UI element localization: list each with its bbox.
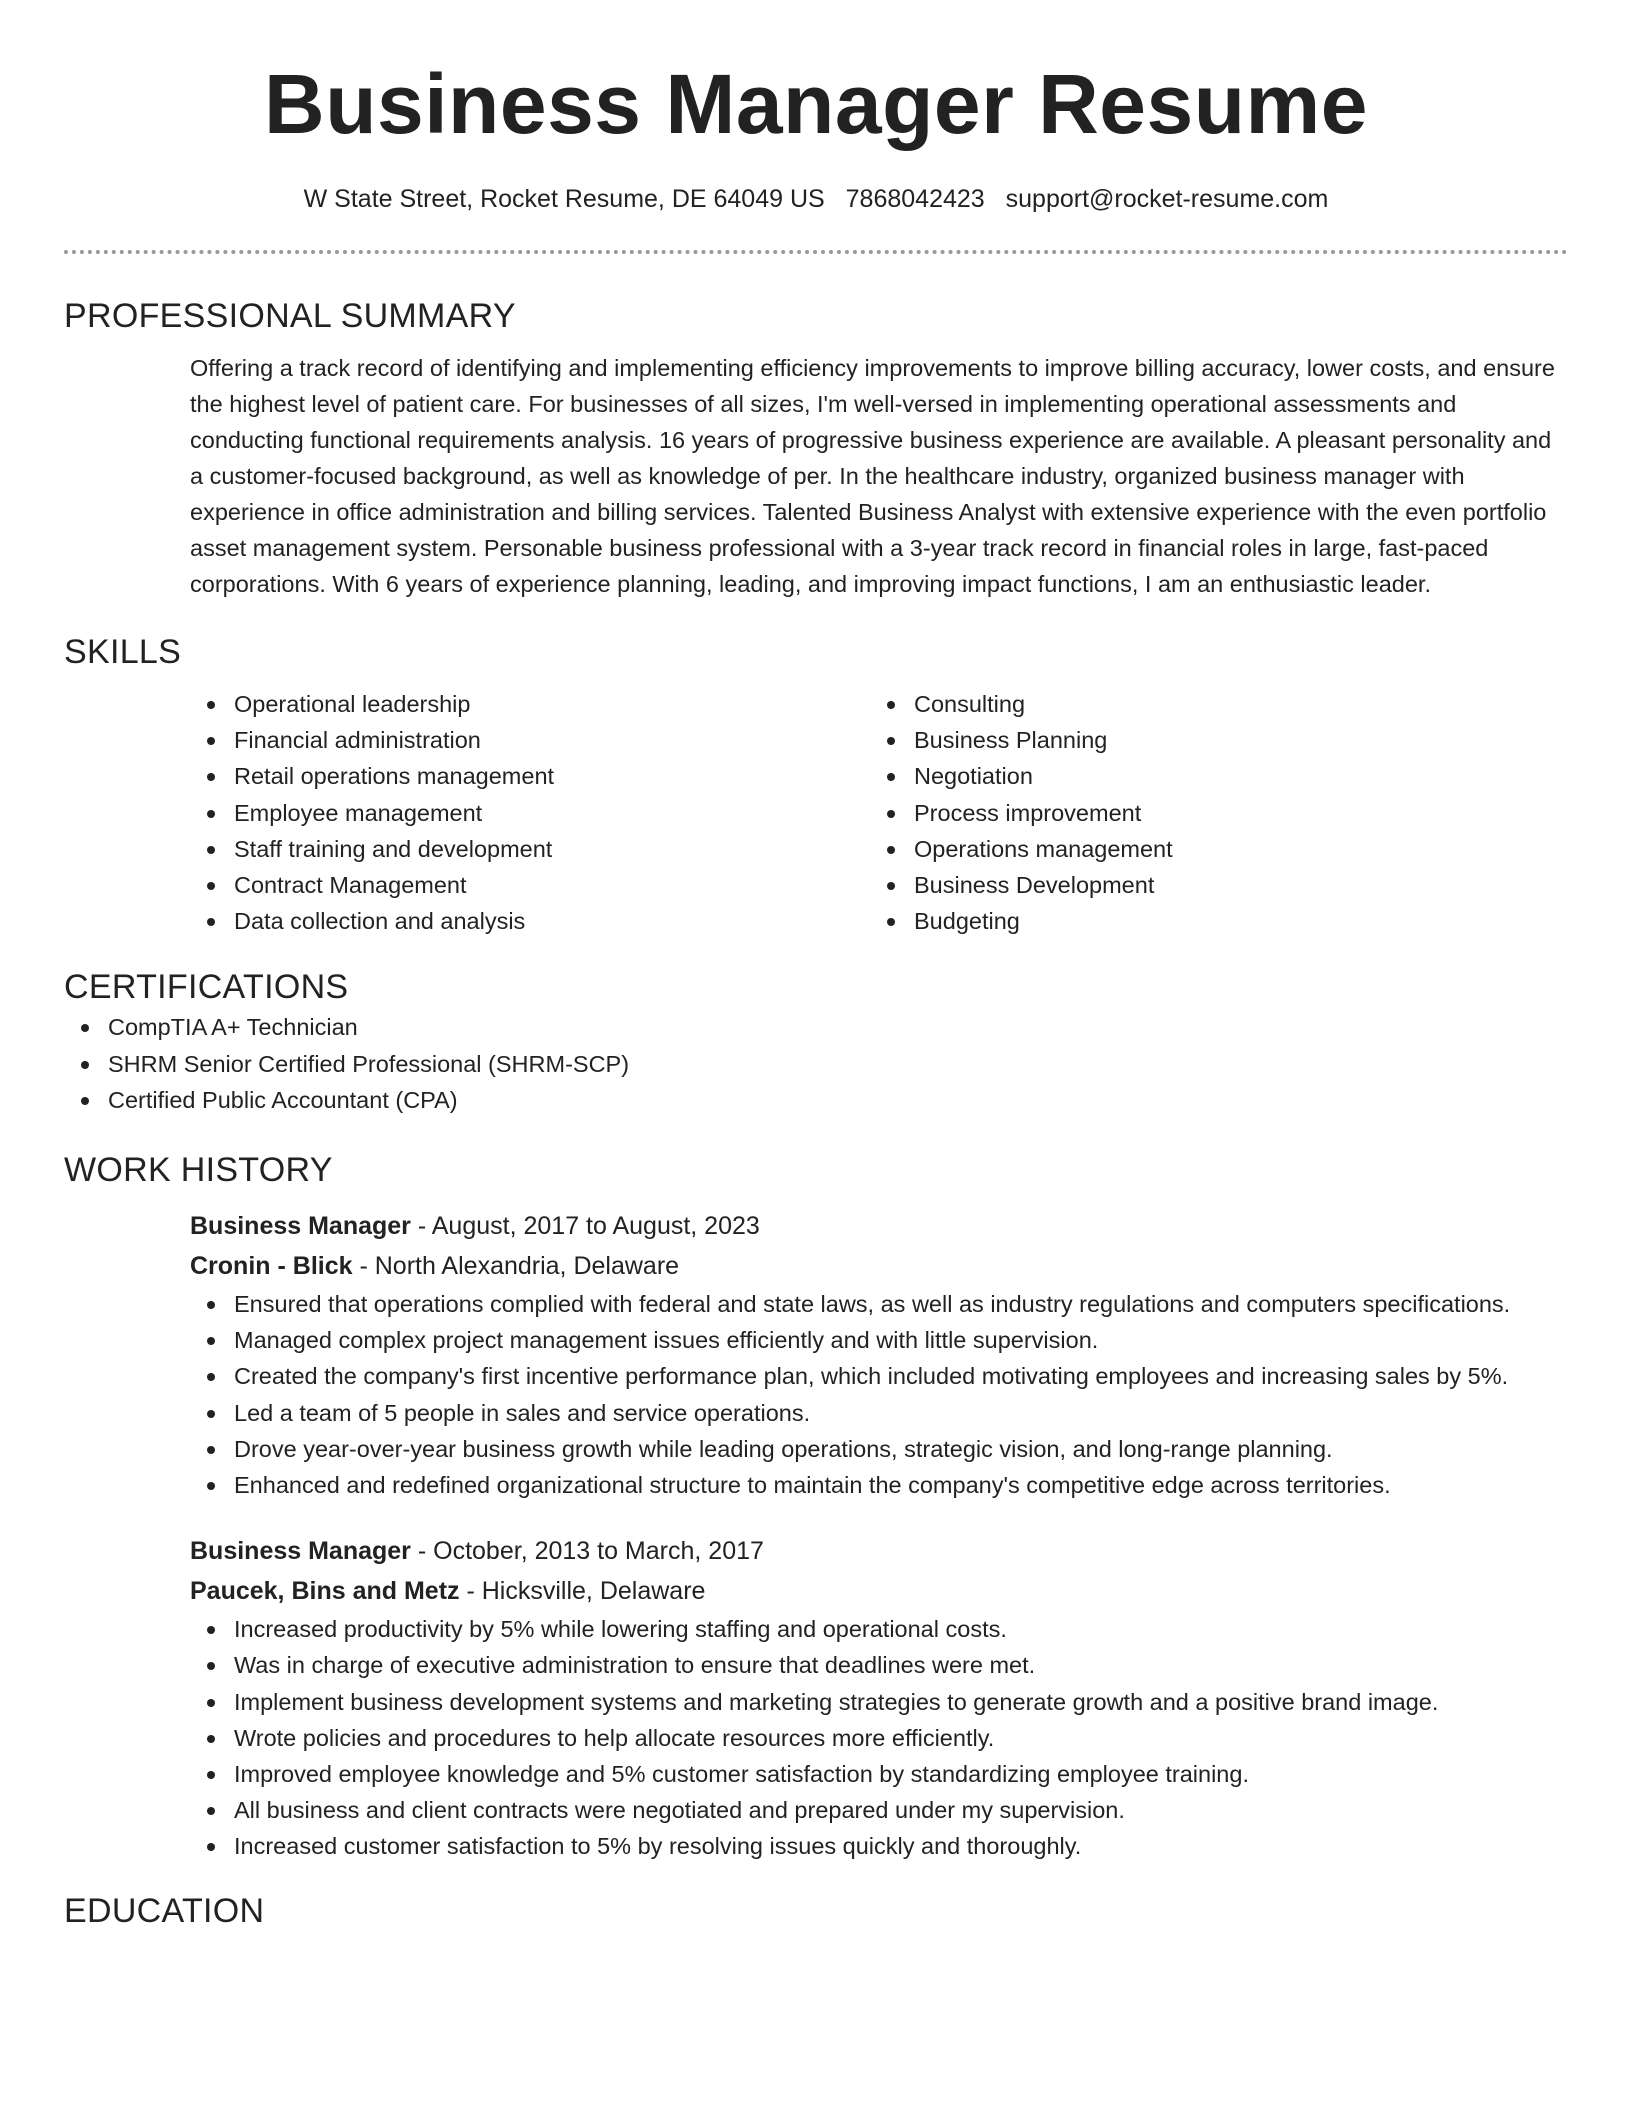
skills-heading: SKILLS: [64, 633, 182, 671]
job-bullet: Increased productivity by 5% while lowering staffing and operational costs.: [190, 1611, 1568, 1647]
certifications-section: [64, 965, 1568, 1118]
job-bullet: Ensured that operations complied with federal and state laws, as well as industry regulations and computers specifications.: [190, 1286, 1568, 1322]
contact-address: W State Street, Rocket Resume, DE 64049 US: [303, 185, 825, 213]
skill-item: Process improvement: [870, 795, 1550, 831]
skill-item: Negotiation: [870, 758, 1550, 794]
skill-item: Operations management: [870, 831, 1550, 867]
header-divider: [64, 250, 1568, 254]
job-bullet: Wrote policies and procedures to help allocate resources more efficiently.: [190, 1720, 1568, 1756]
job-bullets: [190, 1611, 1568, 1864]
skill-item: Retail operations management: [190, 758, 870, 794]
certifications-heading: CERTIFICATIONS: [64, 968, 349, 1007]
job-entry: [190, 1531, 1568, 1864]
job-location: - North Alexandria, Delaware: [352, 1252, 680, 1281]
job-bullet: Created the company's first incentive performance plan, which included motivating employees and increasing sales by 5%.: [190, 1358, 1568, 1394]
resume-page: [64, 0, 1568, 1933]
job-bullet: Managed complex project management issues efficiently and with little supervision.: [190, 1322, 1568, 1358]
job-dates: - August, 2017 to August, 2023: [410, 1212, 760, 1241]
job-company: Cronin - Blick: [190, 1252, 353, 1281]
summary-section: [64, 294, 1568, 602]
job-title-line: [190, 1206, 1568, 1246]
certification-item: CompTIA A+ Technician: [64, 1009, 1568, 1045]
job-bullet: Drove year-over-year business growth while leading operations, strategic vision, and long-range planning.: [190, 1431, 1568, 1467]
summary-heading: PROFESSIONAL SUMMARY: [64, 297, 516, 335]
job-bullet: Improved employee knowledge and 5% customer satisfaction by standardizing employee training.: [190, 1756, 1568, 1792]
job-bullet: Led a team of 5 people in sales and service operations.: [190, 1395, 1568, 1431]
job-bullet: Enhanced and redefined organizational structure to maintain the company's competitive edge across territories.: [190, 1467, 1568, 1503]
education-heading: EDUCATION: [64, 1891, 265, 1930]
skill-item: Budgeting: [870, 903, 1550, 939]
skill-item: Data collection and analysis: [190, 903, 870, 939]
job-title: Business Manager: [190, 1212, 411, 1241]
skills-list-left: [190, 686, 870, 939]
job-bullets: [190, 1286, 1568, 1503]
skill-item: Business Development: [870, 867, 1550, 903]
job-bullet: Increased customer satisfaction to 5% by resolving issues quickly and thoroughly.: [190, 1828, 1568, 1864]
skill-item: Employee management: [190, 795, 870, 831]
certification-item: SHRM Senior Certified Professional (SHRM-SCP): [64, 1046, 1568, 1082]
certification-item: Certified Public Accountant (CPA): [64, 1082, 1568, 1118]
job-entry: [190, 1206, 1568, 1503]
job-dates: - October, 2013 to March, 2017: [410, 1537, 764, 1566]
job-company-line: [190, 1246, 1568, 1286]
work-history-section: [64, 1148, 1568, 1865]
job-company: Paucek, Bins and Metz: [190, 1577, 460, 1606]
job-company-line: [190, 1571, 1568, 1611]
skill-item: Operational leadership: [190, 686, 870, 722]
education-section: [64, 1889, 1568, 1933]
job-bullet: All business and client contracts were negotiated and prepared under my supervision.: [190, 1792, 1568, 1828]
skill-item: Contract Management: [190, 867, 870, 903]
skills-list-right: [870, 686, 1550, 939]
contact-email: support@rocket-resume.com: [1005, 185, 1329, 213]
job-bullet: Was in charge of executive administration to ensure that deadlines were met.: [190, 1647, 1568, 1683]
job-location: - Hicksville, Delaware: [459, 1577, 706, 1606]
skills-columns: [190, 686, 1568, 939]
contact-phone: 7868042423: [845, 185, 985, 213]
skill-item: Financial administration: [190, 722, 870, 758]
skills-section: [64, 630, 1568, 939]
summary-text: Offering a track record of identifying and implementing efficiency improvements to improve billing accuracy, lower costs, and ensure the highest level of patient care. For businesses of all sizes, I'm well-versed in implementing operational assessments and conducting functional requirements analysis. 16 years of progressive business experience are available. A pleasant personality and a customer-focused background, as well as knowledge of per. In the healthcare industry, organized business manager with experience in office administration and billing services. Talented Business Analyst with extensive experience with the even portfolio asset management system. Personable business professional with a 3-year track record in financial roles in large, fast-paced corporations. With 6 years of experience planning, leading, and improving impact functions, I am an enthusiastic leader.: [190, 355, 1555, 597]
job-title-line: [190, 1531, 1568, 1571]
skill-item: Consulting: [870, 686, 1550, 722]
certifications-list: [64, 1009, 1568, 1118]
skill-item: Business Planning: [870, 722, 1550, 758]
work-history-heading: WORK HISTORY: [64, 1151, 333, 1190]
job-bullet: Implement business development systems and marketing strategies to generate growth and a positive brand image.: [190, 1684, 1568, 1720]
resume-title: Business Manager Resume: [264, 57, 1368, 151]
job-title: Business Manager: [190, 1537, 411, 1566]
contact-line: [64, 182, 1568, 216]
skill-item: Staff training and development: [190, 831, 870, 867]
